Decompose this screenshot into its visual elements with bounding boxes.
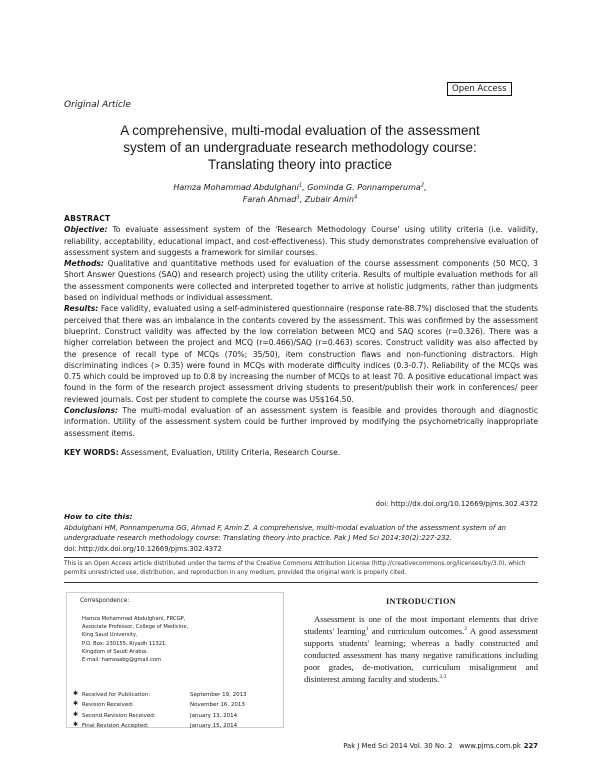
page-number: 227 xyxy=(523,742,538,750)
abstract-conclusions xyxy=(64,405,538,439)
conclusions-label: Conclusions: xyxy=(64,406,119,416)
objective-text: To evaluate assessment system of the 'Research Methodology Course' using utility criteria (i.e. validity, reliability, acceptability, educational impact, and cost-effectiveness). This study demonstrates comprehensive evaluation of assessment system and suggests a framework for similar courses. xyxy=(64,225,538,257)
author-list: Hamza Mohammad Abdulghani$^1$, Gominda G. Ponnamperuma$^2$, Farah Ahmad$^3$, Zubair Amin$^4$ xyxy=(173,182,427,204)
abstract-methods xyxy=(64,258,538,303)
date-label: Final Revision Accepted: xyxy=(82,723,149,730)
objective-label: Objective: xyxy=(64,225,108,235)
license-notice: This is an Open Access article distributed under the terms of the Creative Commons Attribution License (http://creativecommons.org/licenses/by/3.0), which permits unrestricted use, distribution, and reproduction in any medium, provided the original work is properly cited. xyxy=(64,561,526,576)
bullet-icon: ✱ xyxy=(73,721,79,729)
journal-url[interactable]: www.pjms.com.pk xyxy=(459,742,521,750)
keywords-label: KEY WORDS: xyxy=(64,447,119,457)
open-access-badge: Open Access xyxy=(447,82,512,96)
citation-doi[interactable]: doi: http://dx.doi.org/10.12669/pjms.302.4372 xyxy=(64,544,222,553)
intro-text: and curriculum outcomes. xyxy=(368,626,465,636)
author-name: Farah Ahmad xyxy=(242,195,297,204)
abstract-heading: ABSTRACT xyxy=(64,214,111,223)
article-type: Original Article xyxy=(64,100,131,110)
date-label: Second Revision Received: xyxy=(82,712,156,719)
introduction-text xyxy=(304,613,538,685)
conclusions-text: The multi-modal evaluation of an assessment system is feasible and provides thorough and diagnostic information. Utility of the assessment system could be further improved by modifying the psychometrically inappropriate assessment items. xyxy=(64,406,538,438)
doi-link[interactable]: doi: http://dx.doi.org/10.12669/pjms.302.4372 xyxy=(375,500,538,508)
date-value: September 19, 2013 xyxy=(190,692,247,698)
journal-info: Pak J Med Sci 2014 Vol. 30 No. 2 xyxy=(343,742,453,750)
citation-ref: 2 xyxy=(464,626,468,633)
keywords xyxy=(64,447,538,458)
author-name: Zubair Amin xyxy=(304,195,354,204)
results-text: Face validity, evaluated using a self-administered questionnaire (response rate-88.7%) disclosed that the students perceived that there was an imbalance in the contents covered by the assessment. This was confirmed by the assessment blueprint. Construct validity was affected by the low correlation between MCQ and SAQ scores (r=0.326). There was a higher correlation between the project and MCQ (r=0.466)/SAQ (r=0.463) scores. Construct validity was also affected by the presence of recall type of MCQs (70%; 35/50), item construction flaws and non-functioning distractors. High discriminating indices (> 0.35) were found in MCQs with moderate difficulty indices (0.3-0.7). Reliability of the MCQs was 0.75 which could be improved up to 0.8 by increasing the number of MCQs to at least 70. A positive educational impact was found in the form of the research project assessment driving students to present/publish their work in conferences/ peer reviewed journals. Cost per student to complete the course was US$164.50. xyxy=(64,304,539,404)
how-to-cite-heading: How to cite this: xyxy=(64,512,133,521)
abstract xyxy=(64,213,538,458)
address-line: King Saud University, xyxy=(82,632,138,639)
author-name: Hamza Mohammad Abdulghani xyxy=(173,183,299,192)
correspondence-label: Correspondence: xyxy=(80,598,130,604)
page-footer xyxy=(304,742,538,750)
correspondence-address xyxy=(82,615,188,664)
author-affiliation: 4 xyxy=(353,194,358,201)
address-line: Hamza Mohammad Abdulghani, FRCGP, xyxy=(82,616,186,622)
citation-ref: 2,3 xyxy=(439,674,447,681)
address-line: P.O. Box: 230155, Riyadh 11321, xyxy=(82,640,167,647)
date-value: November 16, 2013 xyxy=(190,702,245,709)
results-label: Results: xyxy=(64,304,99,314)
author-affiliation: 1 xyxy=(298,182,303,189)
date-label: Revision Received: xyxy=(82,702,134,709)
date-label: Received for Publication: xyxy=(82,692,151,698)
citation-ref: 1 xyxy=(365,626,369,633)
intro-text: Assessment is one of the most important elements that drive students' learning xyxy=(304,614,538,636)
address-line: Kingdom of Saudi Arabia. xyxy=(82,648,148,655)
bullet-icon: ✱ xyxy=(73,710,79,718)
keywords-text: Assessment, Evaluation, Utility Criteria, Research Course. xyxy=(121,447,341,457)
how-to-cite xyxy=(64,512,538,554)
email-address[interactable]: E-mail: hamzaabg@gmail.com xyxy=(82,657,162,664)
author-name: Gominda G. Ponnamperuma xyxy=(307,183,421,192)
introduction-heading: INTRODUCTION xyxy=(386,597,456,606)
divider xyxy=(64,557,538,558)
author-affiliation: 3 xyxy=(296,194,300,201)
date-value: January 15, 2014 xyxy=(190,723,238,730)
bullet-icon: ✱ xyxy=(73,690,79,697)
intro-text: A good assessment supports students' learning; whereas a badly constructed and conducted assessment has many negative ramifications including poor grades, de-motivation, curriculum misalignment and disinterest among faculty and students. xyxy=(304,626,539,684)
methods-label: Methods: xyxy=(64,259,104,269)
abstract-objective xyxy=(64,224,538,258)
divider xyxy=(64,582,538,583)
date-value: January 13, 2014 xyxy=(190,712,238,719)
address-line: Associate Professor, College of Medicine, xyxy=(82,624,189,631)
intro-paragraph xyxy=(304,613,538,685)
author-affiliation: 2 xyxy=(420,182,425,189)
methods-text: Qualitative and quantitative methods used for evaluation of the course assessment components (50 MCQ, 3 Short Answer Questions (SAQ) and research project) using the utility criteria. Results of multiple evaluation methods for all the assessment components were collected and interpreted together to arrive at holistic judgments, rather than judgments based on individual methods or individual assessment. xyxy=(64,259,538,303)
abstract-results xyxy=(64,303,538,405)
citation-text: Abdulghani HM, Ponnamperuma GG, Ahmad F, Amin Z. A comprehensive, multi-modal evaluation of the assessment system of an undergraduate research methodology course: Translating theory into practice. Pak J Med Sci 2014;30(2):227-232. xyxy=(64,523,506,542)
paper-title: A comprehensive, multi-modal evaluation of the assessment system of an undergraduate research methodology course: Translating theory into practice xyxy=(120,123,480,172)
bullet-icon: ✱ xyxy=(73,700,79,708)
